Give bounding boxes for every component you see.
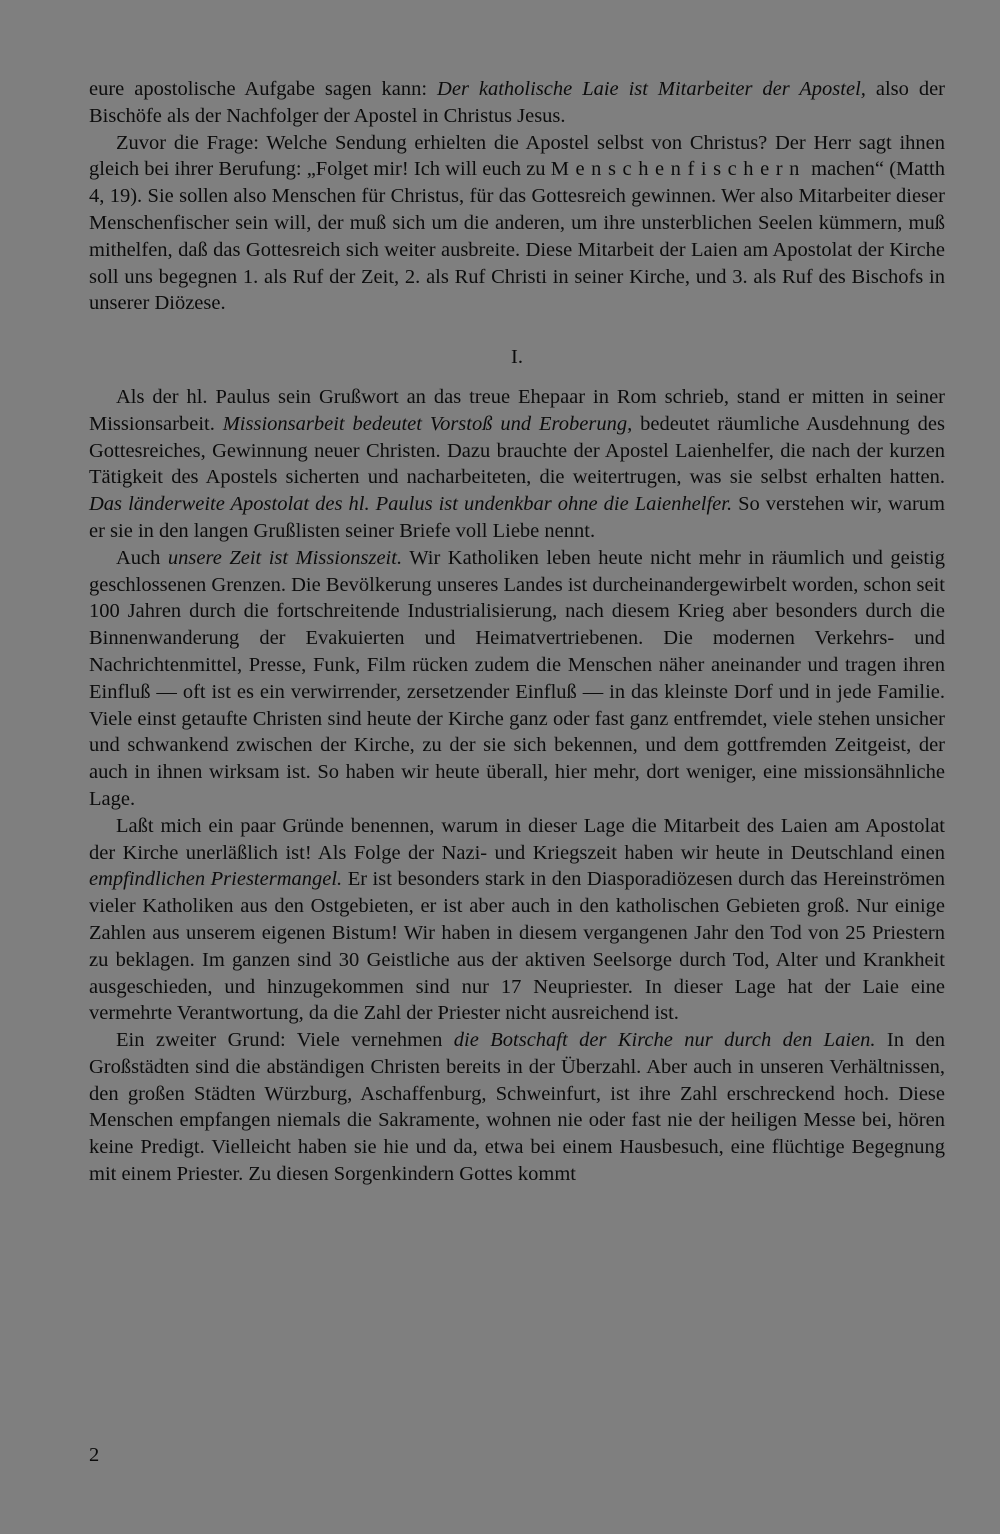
paragraph-3: Als der hl. Paulus sein Grußwort an das treue Ehepaar in Rom schrieb, stand er mitten in seiner Missionsarbeit. Missionsarbeit bedeutet Vorstoß und Eroberung, bedeutet räumliche Ausdehnung des Gottesreiches, Gewinnung neuer Christen. Dazu brauchte der Apostel Laienhelfer, die nach der kurzen Tätigkeit des Apostels sicherten und nacharbeiteten, die weitertrugen, was sie selbst erhalten hatten. Das länderweite Apostolat des hl. Paulus ist undenkbar ohne die Laienhelfer. So verstehen wir, warum er sie in den langen Grußlisten seiner Briefe voll Liebe nennt.: [89, 385, 945, 542]
spaced-word: Menschenfischern: [550, 158, 806, 181]
emphasis: Missionsarbeit bedeutet Vorstoß und Eroberung,: [222, 412, 633, 435]
page-body: [89, 76, 945, 1188]
paragraph-2: Zuvor die Frage: Welche Sendung erhielten die Apostel selbst von Christus? Der Herr sagt ihnen gleich bei ihrer Berufung: „Folget mir! Ich will euch zu Menschenfischern machen“ (Matth 4, 19). Sie sollen also Menschen für Christus, für das Gottesreich gewinnen. Wer also Mitarbeiter dieser Menschenfischer sein will, der muß sich um die anderen, um ihre unsterblichen Seelen kümmern, muß mithelfen, daß das Gottesreich sich weiter ausbreite. Diese Mitarbeit der Laien am Apostolat der Kirche soll uns begegnen 1. als Ruf der Zeit, 2. als Ruf Christi in seiner Kirche, und 3. als Ruf des Bischofs in unserer Diözese.: [89, 131, 945, 315]
paragraph-4: Auch unsere Zeit ist Missionszeit. Wir Katholiken leben heute nicht mehr in räumlich und geistig geschlossenen Grenzen. Die Bevölkerung unseres Landes ist durcheinandergewirbelt worden, schon seit 100 Jahren durch die fortschreitende Industrialisierung, nach diesem Krieg aber besonders durch die Binnenwanderung der Evakuierten und Heimatvertriebenen. Die modernen Verkehrs- und Nachrichtenmittel, Presse, Funk, Film rücken zudem die Menschen näher aneinander und tragen ihren Einfluß — oft ist es ein verwirrender, zersetzender Einfluß — in das kleinste Dorf und in jede Familie. Viele einst getaufte Christen sind heute der Kirche ganz oder fast ganz entfremdet, viele stehen unsicher und schwankend zwischen der Kirche, zu der sie sich bekennen, und dem gottfremden Zeitgeist, der auch in ihnen wirksam ist. So haben wir heute überall, hier mehr, dort weniger, eine missionsähnliche Lage.: [89, 546, 946, 810]
emphasis: die Botschaft der Kirche nur durch den Laien.: [453, 1029, 876, 1052]
emphasis: unsere Zeit ist Missionszeit.: [167, 546, 403, 569]
emphasis: Das länderweite Apostolat des hl. Paulus ist undenkbar ohne die Laienhelfer.: [89, 493, 733, 516]
page-number: 2: [89, 1444, 100, 1466]
paragraph-6: Ein zweiter Grund: Viele vernehmen die Botschaft der Kirche nur durch den Laien. In den Großstädten sind die abständigen Christen bereits in der Überzahl. Aber auch in unseren Verhältnissen, den großen Städten Würzburg, Aschaffenburg, Schweinfurt, ist ihre Zahl erschreckend hoch. Diese Menschen empfangen niemals die Sakramente, wohnen nie oder fast nie der heiligen Messe bei, hören keine Predigt. Vielleicht haben sie hie und da, etwa bei einem Hausbesuch, eine flüchtige Begegnung mit einem Priester. Zu diesen Sorgenkindern Gottes kommt: [89, 1029, 945, 1186]
paragraph-1: eure apostolische Aufgabe sagen kann: Der katholische Laie ist Mitarbeiter der Apostel, also der Bischöfe als der Nachfolger der Apostel in Christus Jesus.: [89, 78, 946, 127]
emphasis: empfindlichen Priestermangel.: [89, 868, 343, 891]
emphasis: Der katholische Laie ist Mitarbeiter der Apostel,: [437, 78, 866, 100]
section-heading: I.: [511, 346, 523, 369]
paragraph-5: Laßt mich ein paar Gründe benennen, warum in dieser Lage die Mitarbeit des Laien am Apostolat der Kirche unerläßlich ist! Als Folge der Nazi- und Kriegszeit haben wir heute in Deutschland einen empfindlichen Priestermangel. Er ist besonders stark in den Diasporadiözesen durch das Hereinströmen vieler Katholiken aus den Ostgebieten, er ist aber auch in den katholischen Gebieten groß. Nur einige Zahlen aus unserem eigenen Bistum! Wir haben in diesem vergangenen Jahr den Tod von 25 Priestern zu beklagen. Im ganzen sind 30 Geistliche aus der aktiven Seelsorge durch Tod, Alter und Krankheit ausgeschieden, und hinzugekommen sind nur 17 Neupriester. In dieser Lage hat der Laie eine vermehrte Verantwortung, da die Zahl der Priester nicht ausreichend ist.: [89, 814, 945, 1025]
